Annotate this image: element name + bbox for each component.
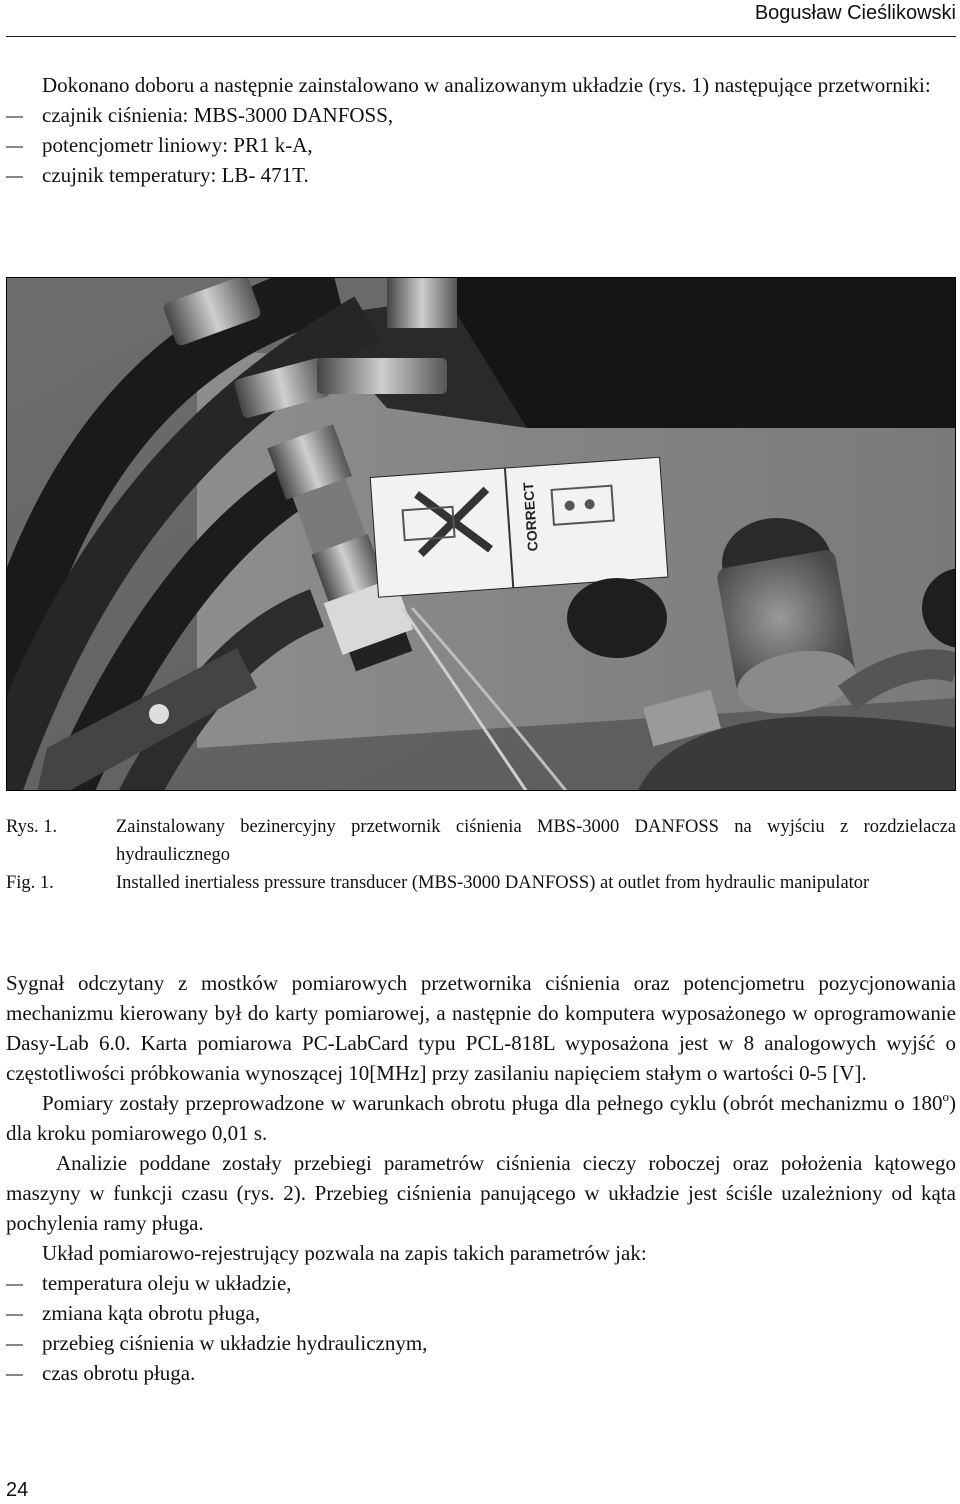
list-item: – przebieg ciśnienia w układzie hydraulicznym, (6, 1328, 956, 1358)
transducer-list (6, 100, 956, 190)
header-rule (6, 36, 956, 37)
list-item: – czajnik ciśnienia: MBS-3000 DANFOSS, (6, 100, 956, 130)
list-item: – zmiana kąta obrotu pługa, (6, 1298, 956, 1328)
figure-photo-pressure-transducer (6, 277, 956, 791)
list-item: – potencjometr liniowy: PR1 k-A, (6, 130, 956, 160)
caption-english (6, 869, 956, 897)
body-paragraph-4: Układ pomiarowo-rejestrujący pozwala na zapis takich parametrów jak: (42, 1241, 647, 1265)
list-item: – temperatura oleju w układzie, (6, 1268, 956, 1298)
caption-label-pl: Rys. 1. (6, 817, 58, 837)
p2-text-after: ) dla kroku pomiarowego 0,01 s. (6, 1091, 956, 1145)
degree-superscript: o (942, 1089, 949, 1104)
intro-section (6, 70, 956, 190)
p2-text-before: Pomiary zostały przeprowadzone w warunkach obrotu pługa dla pełnego cyklu (obrót mechanizmu o 180 (42, 1091, 943, 1115)
body-paragraph-3: Analizie poddane zostały przebiegi parametrów ciśnienia cieczy roboczej oraz położenia kątowego maszyny w funkcji czasu (rys. 2). Przebieg ciśnienia panującego w układzie jest ściśle uzależniony od kąta pochylenia ramy pługa. (6, 1151, 956, 1235)
caption-text-pl: Zainstalowany bezinercyjny przetwornik ciśnienia MBS-3000 DANFOSS na wyjściu z rozdzielacza hydraulicznego (116, 817, 956, 865)
page-number: 24 (6, 1479, 29, 1501)
caption-polish (6, 813, 956, 869)
body-section (6, 968, 956, 1388)
figure-caption (6, 813, 956, 897)
body-paragraph-2 (6, 1088, 956, 1148)
caption-text-en: Installed inertialess pressure transducer (MBS-3000 DANFOSS) at outlet from hydraulic manipulator (116, 873, 870, 893)
parameter-list (6, 1268, 956, 1388)
caption-label-en: Fig. 1. (6, 873, 54, 893)
running-header-author: Bogusław Cieślikowski (754, 2, 956, 24)
list-item: – czujnik temperatury: LB- 471T. (6, 160, 956, 190)
label-correct-text: CORRECT (519, 481, 541, 552)
intro-paragraph: Dokonano doboru a następnie zainstalowano w analizowanym układzie (rys. 1) następujące przetworniki: (42, 73, 931, 97)
list-item: – czas obrotu pługa. (6, 1358, 956, 1388)
body-paragraph-1: Sygnał odczytany z mostków pomiarowych przetwornika ciśnienia oraz potencjometru pozycjonowania mechanizmu kierowany był do karty pomiarowej, a następnie do komputera wyposażonego w oprogramowanie Dasy-Lab 6.0. Karta pomiarowa PC-LabCard typu PCL-818L wyposażona jest w 8 analogowych wyjść o częstotliwości próbkowania wynoszącej 10[MHz] przy zasilaniu napięciem stałym o wartości 0-5 [V]. (6, 971, 956, 1085)
